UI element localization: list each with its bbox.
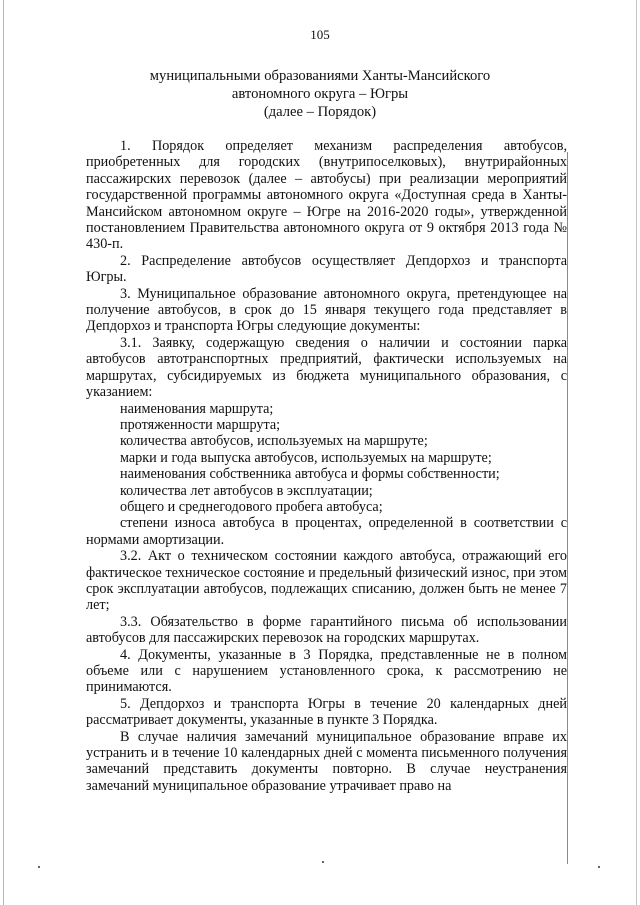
list-item: марки и года выпуска автобусов, используемых на маршруте; (120, 449, 492, 466)
list-item: общего и среднегодового пробега автобуса; (120, 498, 383, 515)
list-item: степени износа автобуса в процентах, определенной в соответствии с нормами амортизации. (86, 515, 567, 548)
paragraph-3: 3. Муниципальное образование автономного округа, претендующее на получение автобусов, в срок до 15 января текущего года представляет в Депдорхоз и транспорта Югры следующие документы: (86, 285, 567, 335)
paragraph-1: 1. Порядок определяет механизм распределения автобусов, приобретенных для городских (внутрипоселковых), внутрирайонных пассажирских перевозок (далее – автобусы) при реализации мероприятий государственной программы автономного округа «Доступная среда в Ханты-Мансийском автономном округе – Югре на 2016-2020 годы», утвержденной постановлением Правительства автономного округа от 9 октября 2013 года № 430-п. (86, 138, 567, 253)
title-line: автономного округа – Югры (231, 86, 409, 102)
paragraph-2: 2. Распределение автобусов осуществляет Депдорхоз и транспорта Югры. (86, 252, 567, 286)
paragraph-3-2: 3.2. Акт о техническом состоянии каждого автобуса, отражающий его фактическое техническое состояние и предельный физический износ, при этом срок эксплуатации автобусов, подлежащих списанию, должен быть не менее 7 лет; (86, 548, 567, 614)
page-number: 105 (310, 27, 330, 42)
list-item: наименования маршрута; (120, 400, 274, 417)
list-item: наименования собственника автобуса и формы собственности; (120, 466, 500, 483)
scan-speck (322, 861, 324, 863)
scan-fold-line (567, 152, 568, 864)
list-item: количества автобусов, используемых на маршруте; (120, 433, 428, 450)
document-body (86, 138, 567, 794)
title-line: муниципальными образованиями Ханты-Мансийского (149, 68, 491, 84)
scan-speck (38, 866, 40, 868)
paragraph-5: 5. Депдорхоз и транспорта Югры в течение 20 календарных дней рассматривает документы, указанные в пункте 3 Порядка. (86, 695, 567, 729)
document-title (70, 67, 570, 121)
paragraph-5-remarks: В случае наличия замечаний муниципальное образование вправе их устранить и в течение 10 календарных дней с момента письменного получения замечаний представить документы повторно. В случае неустранения замечаний муниципальное образование утрачивает право на (86, 728, 567, 794)
list-item: протяженности маршрута; (120, 416, 281, 433)
title-line: (далее – Порядок) (263, 104, 377, 120)
list-item: количества лет автобусов в эксплуатации; (120, 482, 373, 499)
scan-left-edge (3, 0, 4, 905)
scan-speck (598, 866, 600, 868)
scan-right-edge (636, 0, 637, 905)
paragraph-3-1: 3.1. Заявку, содержащую сведения о наличии и состоянии парка автобусов автотранспортных предприятий, фактически используемых на маршрутах, субсидируемых из бюджета муниципального образования, с указанием: (86, 334, 567, 401)
paragraph-4: 4. Документы, указанные в 3 Порядка, представленные не в полном объеме или с нарушением установленного срока, к рассмотрению не принимаются. (86, 646, 567, 696)
paragraph-3-3: 3.3. Обязательство в форме гарантийного письма об использовании автобусов для пассажирских перевозок на городских маршрутах. (86, 613, 567, 647)
